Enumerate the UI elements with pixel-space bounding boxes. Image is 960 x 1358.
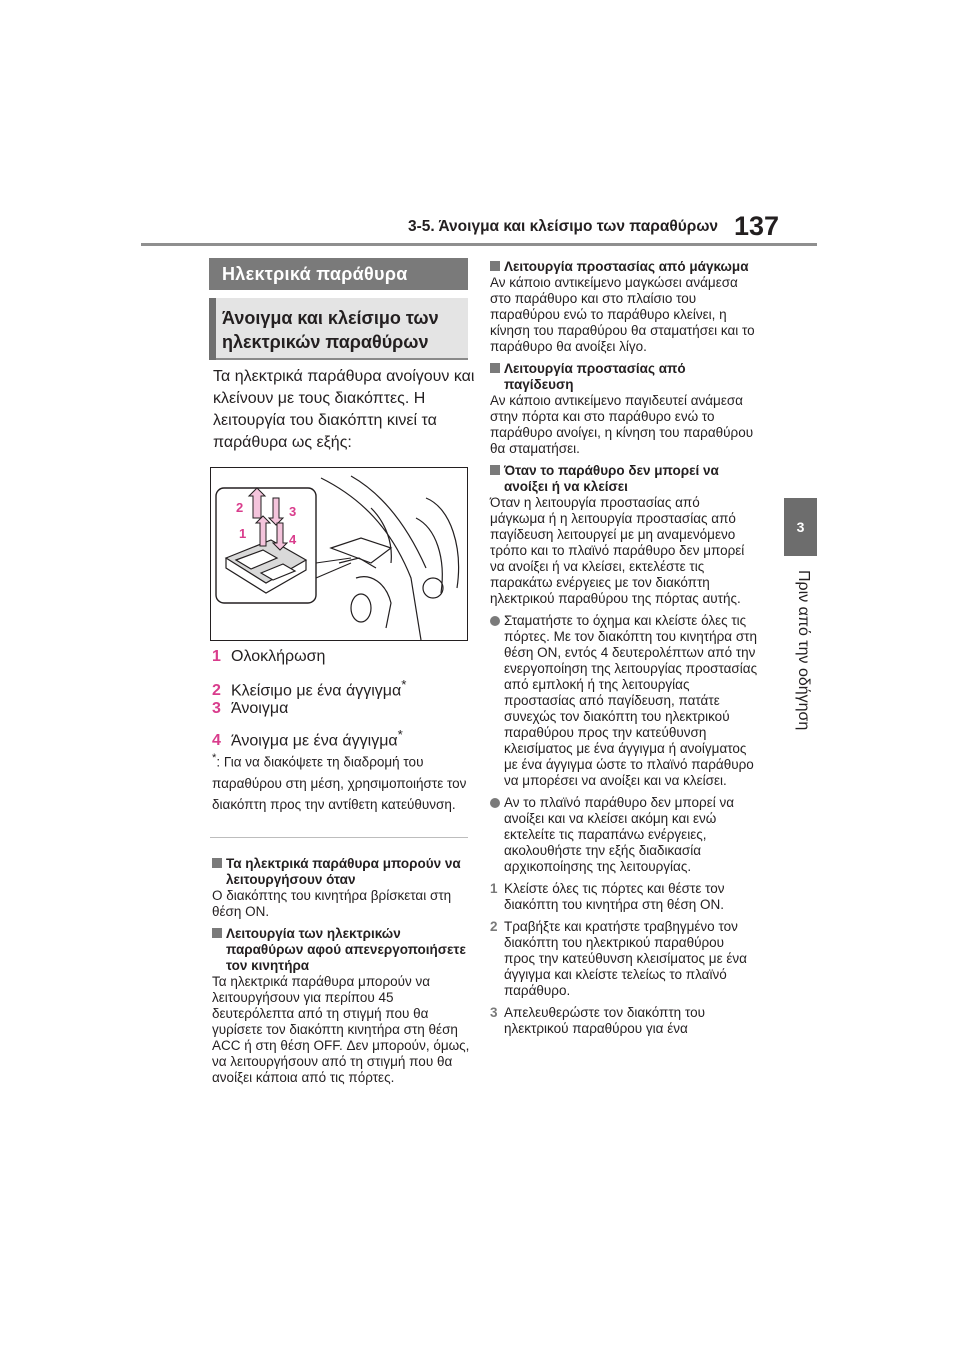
window-switch-drawing [211, 468, 467, 640]
section-title: Ηλεκτρικά παράθυρα [209, 258, 468, 290]
window-switch-illustration [210, 467, 468, 641]
footnote-rule [210, 837, 468, 838]
header-rule [141, 243, 817, 246]
left-notes [212, 856, 470, 1086]
right-notes [490, 259, 758, 1037]
footnote: *: Για να διακόψετε τη διαδρομή του παραθύρου στη μέση, χρησιμοποιήστε τον διακόπτη προς την αντίθετη κατεύθυνση. [212, 752, 467, 812]
chapter-tab-label: Πριν από την οδήγηση [795, 570, 812, 731]
subsection-bar [209, 298, 216, 360]
bullet-item: Σταματήστε το όχημα και κλείστε όλες τις πόρτες. Με τον διακόπτη του κινητήρα στη θέση ON, εντός 4 δευτερολέπτων από την ενεργοποίηση της λειτουργίας προστασίας από εμπλοκή ή της λειτουργίας προστασίας από παγίδευση, πατάτε συνεχώς τον διακόπτη του ηλεκτρικού παραθύρου προς την κατεύθυνση κλεισίματος με ένα άγγιγμα ή ανοίγματος με ένα άγγιγμα ώστε το πλαϊνό παράθυρο να μπορέσει να ανοίξει και να κλείσει. [490, 613, 758, 789]
note-body: Τα ηλεκτρικά παράθυρα μπορούν να λειτουργήσουν για περίπου 45 δευτερόλεπτα από τη στιγμή που θα γυρίσετε τον διακόπτη κινητήρα στη θέση ACC ή στη θέση OFF. Δεν μπορούν, όμως, να λειτουργήσουν από τη στιγμή που θα ανοίξει κάποια από τις πόρτες. [212, 974, 470, 1085]
step-item: 3 Απελευθερώστε τον διακόπτη του ηλεκτρικού παραθύρου για ένα [490, 1005, 705, 1036]
illus-label-3: 3 [289, 504, 297, 519]
chapter-tab[interactable]: 3 [784, 498, 817, 556]
intro-text: Τα ηλεκτρικά παράθυρα ανοίγουν και κλείνουν με τους διακόπτες. Η λειτουργία του διακόπτη κινεί τα παράθυρα ως εξής: [213, 368, 475, 451]
page-number: 137 [734, 211, 780, 241]
subsection-title: Άνοιγμα και κλείσιμο των ηλεκτρικών παραθύρων [222, 308, 439, 352]
step-item: 2 Τραβήξτε και κρατήστε τραβηγμένο τον διακόπτη του ηλεκτρικού παραθύρου προς την κατεύθυνση κλεισίματος με ένα άγγιγμα και κλείστε τελείως το πλαϊνό παράθυρο. [490, 919, 747, 998]
running-header-title: 3-5. Άνοιγμα και κλείσιμο των παραθύρων [408, 218, 719, 235]
note-body: Αν κάποιο αντικείμενο παγιδευτεί ανάμεσα στην πόρτα και στο παράθυρο ενώ το παράθυρο ανοίγει, η κίνηση του παραθύρου θα σταματήσει. [490, 393, 754, 456]
note-body: Αν κάποιο αντικείμενο μαγκώσει ανάμεσα στο παράθυρο και στο πλαίσιο του παραθύρου ενώ το παράθυρο κλείνει, η κίνηση του παραθύρου θα σταματήσει και το παράθυρο θα ανοίξει λίγο. [490, 275, 755, 354]
note-heading: Όταν το παράθυρο δεν μπορεί να ανοίξει ή να κλείσει [490, 463, 758, 495]
note-heading: Λειτουργία προστασίας από παγίδευση [490, 361, 758, 393]
legend-item: 2 Κλείσιμο με ένα άγγιγμα* [212, 677, 407, 700]
note-body: Όταν η λειτουργία προστασίας από μάγκωμα ή η λειτουργία προστασίας από παγίδευση λειτουργεί με μη αναμενόμενο τρόπο και το πλαϊνό παράθυρο δεν μπορεί να ανοίξει ή να κλείσει, εκτελέστε τις παρακάτω ενέργειες με τον διακόπτη ηλεκτρικού παραθύρου της πόρτας αυτής. [490, 495, 745, 606]
illus-label-1: 1 [239, 526, 247, 541]
legend-item: 3 Άνοιγμα [212, 700, 289, 717]
illus-label-4: 4 [289, 532, 297, 547]
note-heading: Λειτουργία προστασίας από μάγκωμα [490, 259, 758, 275]
legend-item: 1 Ολοκλήρωση [212, 648, 326, 665]
step-item: 1 Κλείστε όλες τις πόρτες και θέστε τον διακόπτη του κινητήρα στη θέση ON. [490, 881, 725, 912]
illus-label-2: 2 [236, 500, 244, 515]
note-heading: Λειτουργία των ηλεκτρικών παραθύρων αφού απενεργοποιήσετε τον κινητήρα [212, 926, 470, 974]
note-body: Ο διακόπτης του κινητήρα βρίσκεται στη θέση ON. [212, 888, 452, 919]
legend-item: 4 Άνοιγμα με ένα άγγιγμα* [212, 727, 403, 750]
bullet-item: Αν το πλαϊνό παράθυρο δεν μπορεί να ανοίξει και να κλείσει ακόμη και ενώ εκτελείτε τις παραπάνω ενέργειες, ακολουθήστε την εξής διαδικασία αρχικοποίησης της λειτουργίας. [490, 795, 758, 875]
note-heading: Τα ηλεκτρικά παράθυρα μπορούν να λειτουργήσουν όταν [212, 856, 470, 888]
